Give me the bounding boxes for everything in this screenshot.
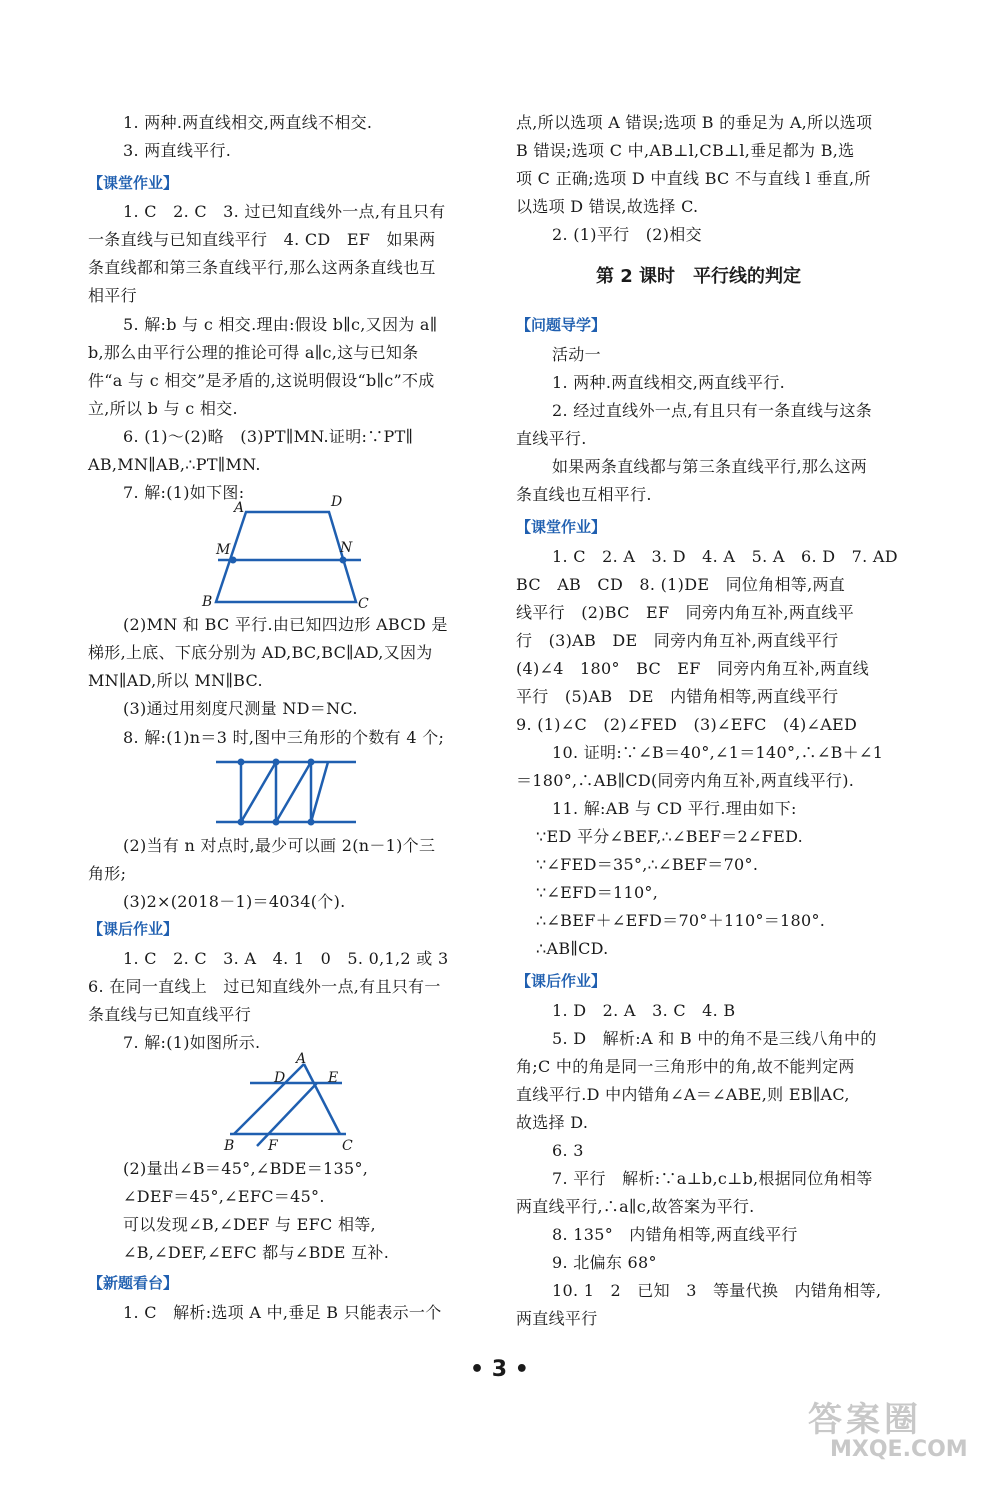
- answer-line: BC AB CD 8. (1)DE 同位角相等,两直: [516, 575, 846, 594]
- answer-line: 1. 两种.两直线相交,两直线不相交.: [123, 113, 373, 132]
- point: [273, 759, 280, 766]
- activity-label: 活动一: [552, 345, 601, 364]
- answer-line: 立,所以 b 与 c 相交.: [88, 399, 238, 418]
- answer-line: 直线平行.: [516, 429, 587, 448]
- parallel-lines-figure: [216, 752, 376, 832]
- label-e: E: [328, 1070, 339, 1086]
- line-ef: [257, 1083, 317, 1146]
- side-ab: [234, 1064, 304, 1134]
- section-heading-new-questions: 【新题看台】: [88, 1274, 179, 1292]
- point-n: [340, 557, 347, 564]
- point-m: [230, 557, 237, 564]
- answer-line: 件“a 与 c 相交”是矛盾的,这说明假设“b∥c”不成: [88, 371, 435, 390]
- answer-line: 1. C 2. A 3. D 4. A 5. A 6. D 7. AD: [552, 547, 898, 566]
- answer-line: 6. 3: [552, 1141, 584, 1160]
- answer-line: 条直线与已知直线平行: [88, 1005, 252, 1024]
- answer-line: 7. 解:(1)如图所示.: [123, 1033, 261, 1052]
- segment: [241, 762, 276, 822]
- answer-line: b,那么由平行公理的推论可得 a∥c,这与已知条: [88, 343, 419, 362]
- watermark-url: MXQE.COM: [830, 1437, 968, 1462]
- answer-line: 2. (1)平行 (2)相交: [552, 225, 702, 244]
- answer-line: 11. 解:AB 与 CD 平行.理由如下:: [552, 799, 797, 818]
- point: [308, 759, 315, 766]
- label-n: N: [340, 540, 353, 556]
- answer-line: 角形;: [88, 864, 127, 883]
- label-d: D: [274, 1070, 286, 1086]
- segment: [276, 762, 311, 822]
- answer-line: 条直线都和第三条直线平行,那么这两条直线也互: [88, 258, 436, 277]
- answer-line: 2. 经过直线外一点,有且只有一条直线与这条: [552, 401, 873, 420]
- answer-line: 1. D 2. A 3. C 4. B: [552, 1001, 736, 1020]
- answer-line: ∴AB∥CD.: [536, 939, 609, 958]
- label-b: B: [202, 594, 213, 610]
- label-c: C: [358, 596, 369, 612]
- trapezoid-figure: [196, 494, 386, 618]
- label-d: D: [331, 494, 343, 510]
- answer-line: ＝180°,∴AB∥CD(同旁内角互补,两直线平行).: [516, 771, 855, 790]
- answer-line: 10. 证明:∵∠B＝40°,∠1＝140°,∴∠B＋∠1: [552, 743, 884, 762]
- label-m: M: [216, 542, 231, 558]
- watermark-logo-text: 答案圈: [808, 1400, 922, 1440]
- point: [308, 819, 315, 826]
- answer-line: 1. 两种.两直线相交,两直线平行.: [552, 373, 786, 392]
- answer-line: 故选择 D.: [516, 1113, 589, 1132]
- watermark: [808, 1392, 968, 1462]
- answer-line: 以选项 D 错误,故选择 C.: [516, 197, 699, 216]
- answer-line: 一条直线与已知直线平行 4. CD EF 如果两: [88, 230, 436, 249]
- section-heading-classwork: 【课堂作业】: [88, 174, 179, 192]
- section-heading-homework: 【课后作业】: [516, 972, 607, 990]
- answer-line: 7. 平行 解析:∵a⊥b,c⊥b,根据同位角相等: [552, 1169, 873, 1188]
- segment: [311, 762, 328, 822]
- label-a: A: [234, 500, 245, 516]
- trapezoid-outline: [216, 512, 356, 602]
- answer-line: 6. 在同一直线上 过已知直线外一点,有且只有一: [88, 977, 441, 996]
- answer-line: (4)∠4 180° BC EF 同旁内角互补,两直线: [516, 659, 870, 678]
- answer-line: 1. C 解析:选项 A 中,垂足 B 只能表示一个: [123, 1303, 442, 1322]
- answer-line: AB,MN∥AB,∴PT∥MN.: [88, 455, 261, 474]
- answer-line: ∴∠BEF＋∠EFD＝70°＋110°＝180°.: [536, 911, 826, 930]
- answer-line: 9. 北偏东 68°: [552, 1253, 657, 1272]
- page-number: • 3 •: [470, 1357, 529, 1382]
- label-f: F: [268, 1138, 278, 1154]
- lesson-title: 第 2 课时 平行线的判定: [596, 266, 802, 287]
- answer-line: 5. 解:b 与 c 相交.理由:假设 b∥c,又因为 a∥: [123, 315, 438, 334]
- answer-line: (3)2×(2018－1)＝4034(个).: [123, 892, 346, 911]
- answer-line: 1. C 2. C 3. 过已知直线外一点,有且只有: [123, 202, 446, 221]
- label-b: B: [224, 1138, 235, 1154]
- triangle-figure: [222, 1052, 368, 1154]
- answer-line: ∠B,∠DEF,∠EFC 都与∠BDE 互补.: [123, 1243, 390, 1262]
- answer-line: 5. D 解析:A 和 B 中的角不是三线八角中的: [552, 1029, 877, 1048]
- answer-line: 9. (1)∠C (2)∠FED (3)∠EFC (4)∠AED: [516, 715, 858, 734]
- answer-line: 平行 (5)AB DE 内错角相等,两直线平行: [516, 687, 839, 706]
- answer-line: 线平行 (2)BC EF 同旁内角互补,两直线平: [516, 603, 855, 622]
- answer-line: (2)MN 和 BC 平行.由已知四边形 ABCD 是: [123, 615, 448, 634]
- point: [238, 819, 245, 826]
- answer-line: (3)通过用刻度尺测量 ND＝NC.: [123, 699, 358, 718]
- point: [238, 759, 245, 766]
- answer-line: 6. (1)～(2)略 (3)PT∥MN.证明:∵PT∥: [123, 427, 414, 446]
- point: [273, 819, 280, 826]
- answer-line: 直线平行.D 中内错角∠A＝∠ABE,则 EB∥AC,: [516, 1085, 850, 1104]
- label-c: C: [342, 1138, 353, 1154]
- section-heading-homework: 【课后作业】: [88, 920, 179, 938]
- answer-line: 项 C 正确;选项 D 中直线 BC 不与直线 l 垂直,所: [516, 169, 871, 188]
- answer-line: MN∥AD,所以 MN∥BC.: [88, 671, 263, 690]
- section-heading-classwork: 【课堂作业】: [516, 518, 607, 536]
- answer-line: ∠DEF＝45°,∠EFC＝45°.: [123, 1187, 325, 1206]
- label-a: A: [296, 1052, 307, 1067]
- answer-line: 梯形,上底、下底分别为 AD,BC,BC∥AD,又因为: [88, 643, 433, 662]
- answer-line: ∵∠EFD＝110°,: [536, 883, 659, 902]
- answer-line: 条直线也互相平行.: [516, 485, 652, 504]
- answer-line: 可以发现∠B,∠DEF 与 EFC 相等,: [123, 1215, 376, 1234]
- answer-line: 两直线平行,∴a∥c,故答案为平行.: [516, 1197, 755, 1216]
- answer-line: 相平行: [88, 286, 137, 305]
- answer-line: 如果两条直线都与第三条直线平行,那么这两: [552, 457, 868, 476]
- answer-line: 8. 135° 内错角相等,两直线平行: [552, 1225, 798, 1244]
- answer-line: 点,所以选项 A 错误;选项 B 的垂足为 A,所以选项: [516, 113, 873, 132]
- answer-line: 角;C 中的角是同一三角形中的角,故不能判定两: [516, 1057, 855, 1076]
- answer-line: B 错误;选项 C 中,AB⊥l,CB⊥l,垂足都为 B,选: [516, 141, 855, 160]
- answer-line: 行 (3)AB DE 同旁内角互补,两直线平行: [516, 631, 839, 650]
- answer-line: 8. 解:(1)n＝3 时,图中三角形的个数有 4 个;: [123, 728, 445, 747]
- answer-line: ∵∠FED＝35°,∴∠BEF＝70°.: [536, 855, 759, 874]
- answer-line: (2)当有 n 对点时,最少可以画 2(n－1)个三: [123, 836, 436, 855]
- answer-line: 7. 解:(1)如下图:: [123, 483, 245, 502]
- answer-line: (2)量出∠B＝45°,∠BDE＝135°,: [123, 1159, 369, 1178]
- answer-line: ∵ED 平分∠BEF,∴∠BEF＝2∠FED.: [536, 827, 804, 846]
- answer-line: 3. 两直线平行.: [123, 141, 232, 160]
- answer-line: 1. C 2. C 3. A 4. 1 0 5. 0,1,2 或 3: [123, 949, 449, 968]
- section-heading-guided-questions: 【问题导学】: [516, 316, 607, 334]
- answer-line: 10. 1 2 已知 3 等量代换 内错角相等,: [552, 1281, 882, 1300]
- answer-line: 两直线平行: [516, 1309, 598, 1328]
